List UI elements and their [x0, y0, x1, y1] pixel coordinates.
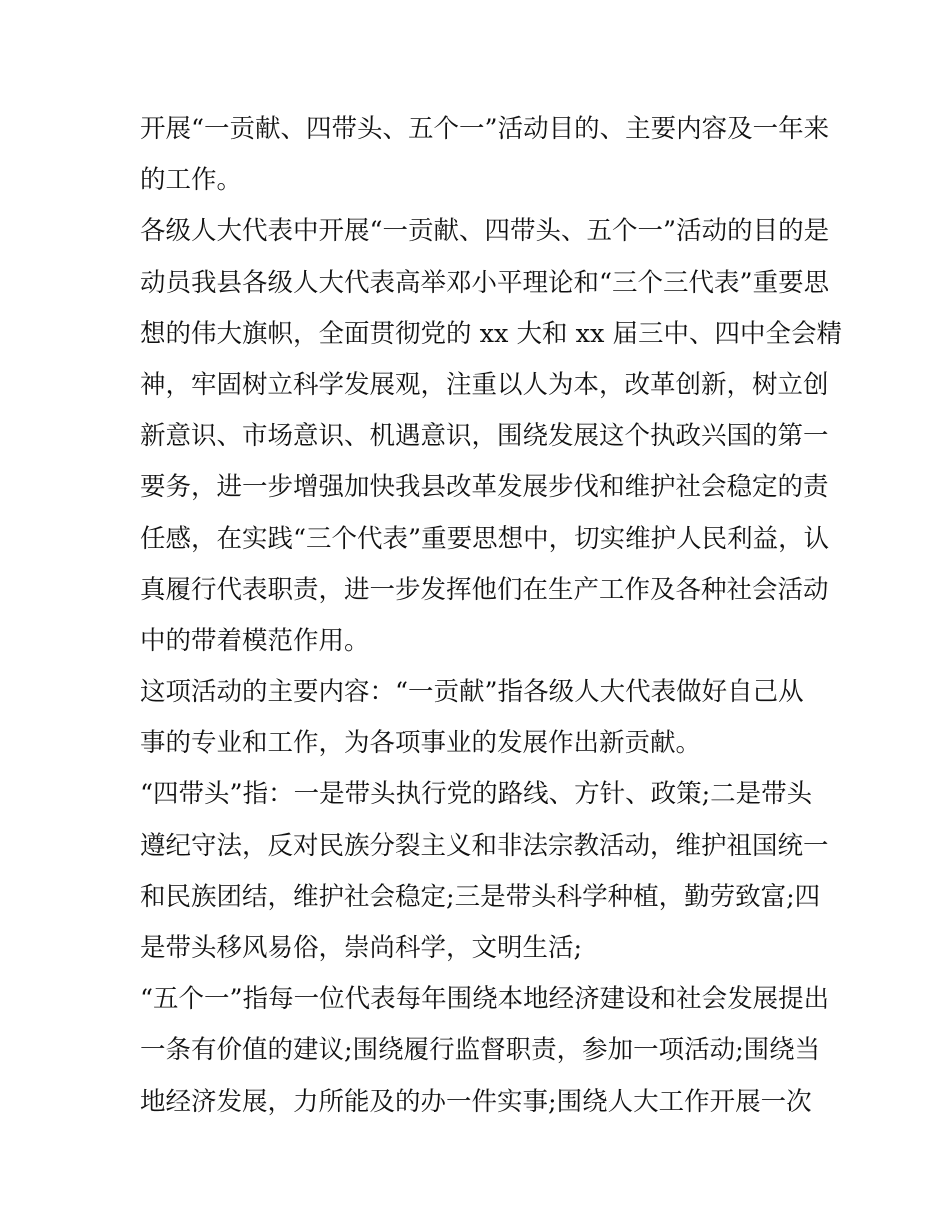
- text-line: 事的专业和工作，为各项事业的发展作出新贡献。: [140, 728, 702, 759]
- document-body: [140, 104, 842, 1128]
- text-line: 一条有价值的建议;围绕履行监督职责，参加一项活动;围绕当: [140, 1035, 821, 1066]
- text-line: 地经济发展，力所能及的办一件实事;围绕人大工作开展一次: [140, 1086, 812, 1117]
- text-line: 任感，在实践“三个代表”重要思想中，切实维护人民利益，认: [140, 523, 830, 554]
- text-line: 的工作。: [140, 165, 243, 196]
- text-line: 动员我县各级人大代表高举邓小平理论和“三个三代表”重要思: [140, 267, 830, 298]
- text-line: “五个一”指每一位代表每年围绕本地经济建设和社会发展提出: [140, 984, 830, 1015]
- text-line: 是带头移风易俗，崇尚科学，文明生活;: [140, 933, 583, 963]
- text-line: 想的伟大旗帜，全面贯彻党的 xx 大和 xx 届三中、四中全会精: [140, 318, 842, 349]
- text-line: “四带头”指：一是带头执行党的路线、方针、政策;二是带头: [140, 779, 813, 810]
- text-line: 这项活动的主要内容：“一贡献”指各级人大代表做好自己从: [140, 677, 804, 708]
- text-line: 和民族团结，维护社会稳定;三是带头科学种植，勤劳致富;四: [140, 881, 821, 912]
- text-line: 新意识、市场意识、机遇意识，围绕发展这个执政兴国的第一: [140, 421, 829, 452]
- text-line: 开展“一贡献、四带头、五个一”活动目的、主要内容及一年来: [140, 114, 830, 144]
- text-line: 各级人大代表中开展“一贡献、四带头、五个一”活动的目的是: [140, 216, 830, 247]
- text-line: 遵纪守法，反对民族分裂主义和非法宗教活动，维护祖国统一: [140, 830, 829, 861]
- text-line: 真履行代表职责，进一步发挥他们在生产工作及各种社会活动: [140, 574, 829, 605]
- text-line: 神，牢固树立科学发展观，注重以人为本，改革创新，树立创: [140, 369, 829, 400]
- text-line: 要务，进一步增强加快我县改革发展步伐和维护社会稳定的责: [140, 472, 829, 503]
- text-line: 中的带着模范作用。: [140, 625, 370, 656]
